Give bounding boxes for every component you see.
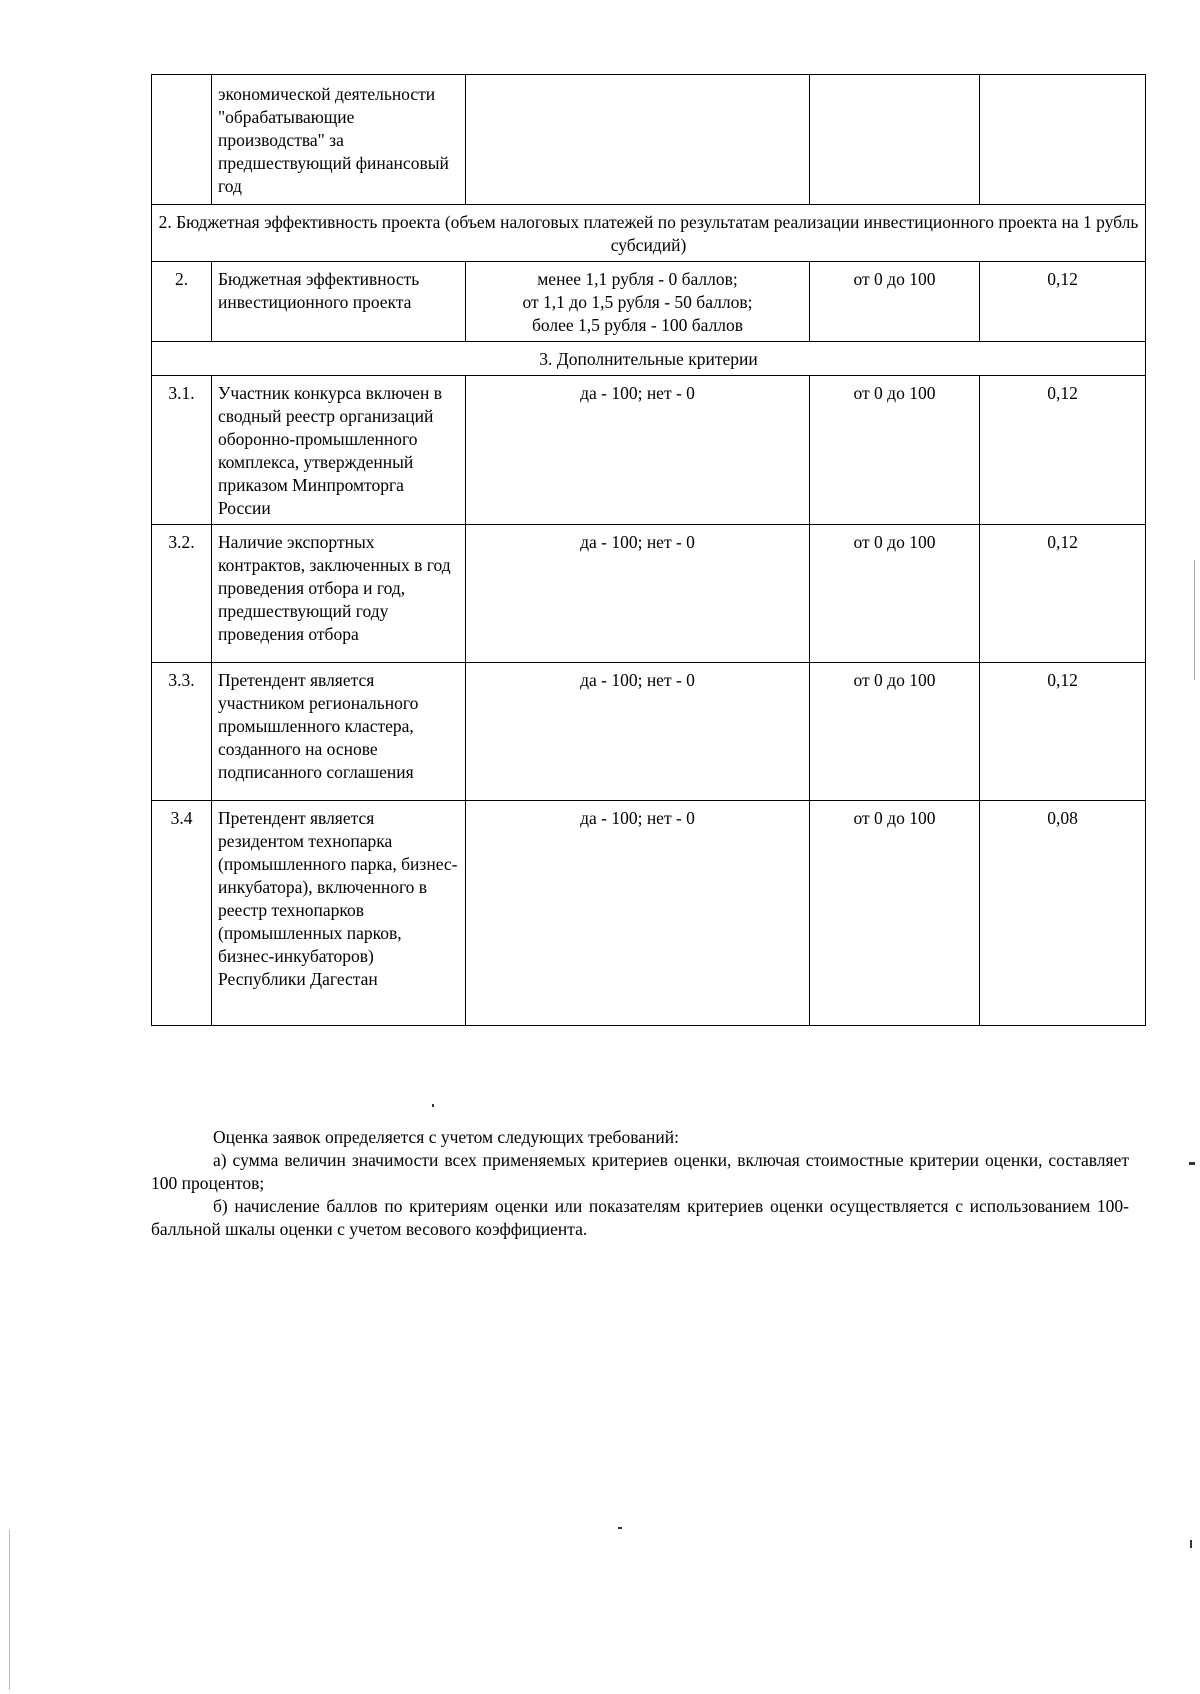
weight-coefficient: 0,12 bbox=[980, 262, 1146, 342]
scan-speck bbox=[1194, 560, 1195, 680]
section-3-header: 3. Дополнительные критерии bbox=[152, 342, 1146, 376]
section-header-row bbox=[152, 342, 1146, 376]
notes-item-b: б) начисление баллов по критериям оценки или показателям критериев оценки осуществляется с использованием 100-балльной шкалы оценки с учетом весового коэффициента. bbox=[151, 1196, 1129, 1239]
weight-coefficient: 0,12 bbox=[980, 376, 1146, 525]
criterion-name: Претендент является участником регионального промышленного кластера, созданного на основе подписанного соглашения bbox=[212, 663, 466, 801]
notes-item-a: а) сумма величин значимости всех применяемых критериев оценки, включая стоимостные критерии оценки, составляет 100 процентов; bbox=[151, 1150, 1129, 1193]
scan-speck bbox=[432, 1104, 434, 1107]
table-row bbox=[152, 663, 1146, 801]
score-range: от 0 до 100 bbox=[810, 262, 980, 342]
criterion-name: экономической деятельности "обрабатывающие производства" за предшествующий финансовый год bbox=[212, 75, 466, 205]
section-2-header: 2. Бюджетная эффективность проекта (объем налоговых платежей по результатам реализации инвестиционного проекта на 1 рубль субсидий) bbox=[152, 205, 1146, 262]
row-number bbox=[152, 75, 212, 205]
score-range: от 0 до 100 bbox=[810, 801, 980, 1026]
weight-coefficient: 0,08 bbox=[980, 801, 1146, 1026]
scoring-scale: да - 100; нет - 0 bbox=[466, 801, 810, 1026]
scan-speck bbox=[9, 1530, 10, 1690]
scale-line: от 1,1 до 1,5 рубля - 50 баллов; bbox=[522, 292, 753, 312]
scoring-scale bbox=[466, 75, 810, 205]
criterion-name: Претендент является резидентом технопарка (промышленного парка, бизнес-инкубатора), включенного в реестр технопарков (промышленных парков, бизнес-инкубаторов) Республики Дагестан bbox=[212, 801, 466, 1026]
scan-speck bbox=[618, 1527, 622, 1529]
table-row bbox=[152, 262, 1146, 342]
scale-line: более 1,5 рубля - 100 баллов bbox=[531, 315, 744, 335]
score-range: от 0 до 100 bbox=[810, 663, 980, 801]
row-number: 3.1. bbox=[152, 376, 212, 525]
table-row-continuation bbox=[152, 75, 1146, 205]
notes-intro: Оценка заявок определяется с учетом следующих требований: bbox=[213, 1127, 679, 1147]
criterion-name: Бюджетная эффективность инвестиционного проекта bbox=[212, 262, 466, 342]
evaluation-notes bbox=[151, 1126, 1129, 1241]
table-row bbox=[152, 376, 1146, 525]
weight-coefficient bbox=[980, 75, 1146, 205]
table-row bbox=[152, 525, 1146, 663]
score-range: от 0 до 100 bbox=[810, 525, 980, 663]
scoring-scale: да - 100; нет - 0 bbox=[466, 376, 810, 525]
weight-coefficient: 0,12 bbox=[980, 663, 1146, 801]
scan-speck bbox=[1189, 1162, 1195, 1165]
scoring-scale bbox=[466, 262, 810, 342]
row-number: 3.3. bbox=[152, 663, 212, 801]
criterion-name: Наличие экспортных контрактов, заключенных в год проведения отбора и год, предшествующий году проведения отбора bbox=[212, 525, 466, 663]
criteria-table bbox=[151, 74, 1146, 1026]
score-range: от 0 до 100 bbox=[810, 376, 980, 525]
scan-speck bbox=[1190, 1540, 1192, 1548]
score-range bbox=[810, 75, 980, 205]
row-number: 2. bbox=[152, 262, 212, 342]
weight-coefficient: 0,12 bbox=[980, 525, 1146, 663]
row-number: 3.4 bbox=[152, 801, 212, 1026]
section-header-row bbox=[152, 205, 1146, 262]
scale-line: менее 1,1 рубля - 0 баллов; bbox=[537, 269, 738, 289]
scoring-scale: да - 100; нет - 0 bbox=[466, 525, 810, 663]
table-row bbox=[152, 801, 1146, 1026]
criterion-name: Участник конкурса включен в сводный реестр организаций оборонно-промышленного комплекса, утвержденный приказом Минпромторга России bbox=[212, 376, 466, 525]
scoring-scale: да - 100; нет - 0 bbox=[466, 663, 810, 801]
row-number: 3.2. bbox=[152, 525, 212, 663]
